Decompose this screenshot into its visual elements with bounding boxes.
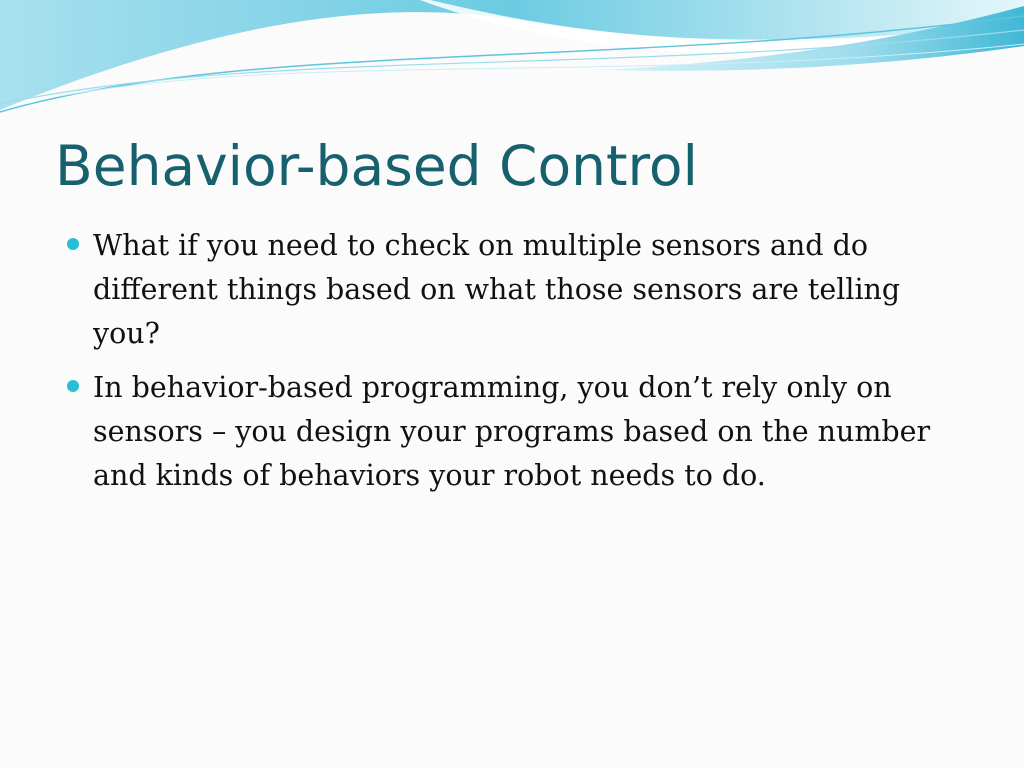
bullet-dot-icon xyxy=(67,380,79,392)
bullet-item xyxy=(67,224,972,356)
bullet-dot-icon xyxy=(67,238,79,250)
wave-header-decoration xyxy=(0,0,1024,120)
bullet-list xyxy=(67,224,972,508)
bullet-text: In behavior-based programming, you don’t rely only on sensors – you design your programs based on the number and kinds of behaviors your robot needs to do. xyxy=(93,371,931,492)
slide-title: Behavior-based Control xyxy=(55,134,698,198)
bullet-text: What if you need to check on multiple sensors and do different things based on what those sensors are telling you? xyxy=(93,229,901,350)
bullet-item xyxy=(67,366,972,498)
